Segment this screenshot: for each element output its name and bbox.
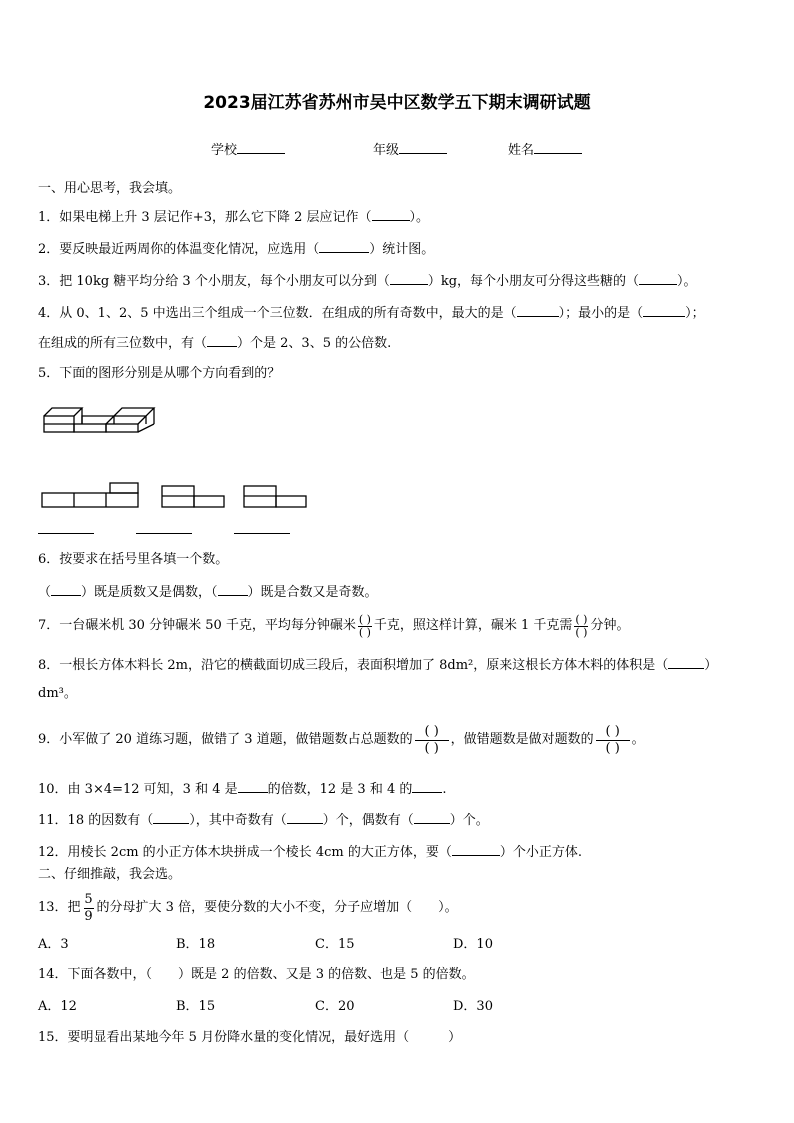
question-14: 14．下面各数中，（ ）既是 2 的倍数、又是 3 的倍数、也是 5 的倍数。 — [38, 967, 475, 982]
answer-blank[interactable] — [287, 811, 323, 824]
fraction-blank[interactable]: ( ) ( ) — [575, 612, 588, 639]
answer-blank[interactable] — [153, 811, 189, 824]
q14-option-b[interactable]: B．15 — [176, 999, 216, 1014]
question-7: 7．一台碾米机 30 分钟碾米 50 千克，平均每分钟碾米 ( ) ( ) 千克，照这样计算，碾米 1 千克需 ( ) ( ) 分钟。 — [38, 612, 630, 639]
question-6-line2: （ ）既是质数又是偶数，（ ）既是合数又是奇数。 — [38, 585, 378, 600]
view-answer-blank-3[interactable] — [234, 521, 290, 534]
question-1: 1．如果电梯上升 3 层记作+3，那么它下降 2 层应记作（ ）。 — [38, 210, 430, 225]
answer-blank[interactable] — [414, 811, 450, 824]
fraction-blank[interactable]: ( ) ( ) — [358, 612, 371, 639]
answer-blank[interactable] — [238, 780, 268, 793]
question-12: 12．用棱长 2cm 的小正方体木块拼成一个棱长 4cm 的大正方体，要（ ）个小正方体. — [38, 845, 582, 860]
question-4: 4．从 0、1、2、5 中选出三个组成一个三位数．在组成的所有奇数中，最大的是（ ）；最小的是（ ）； — [38, 306, 705, 321]
fraction-5-9: 5 9 — [84, 891, 93, 924]
section2-heading: 二、仔细推敲，我会选。 — [38, 867, 182, 882]
answer-blank[interactable] — [668, 656, 704, 669]
page-title: 2023届江苏省苏州市吴中区数学五下期末调研试题 — [203, 93, 591, 113]
question-9: 9．小军做了 20 道练习题，做错了 3 道题，做错题数占总题数的 ( ) ( ) ，做错题数是做对题数的 ( ) ( ) 。 — [38, 723, 645, 756]
fraction-blank[interactable]: ( ) ( ) — [596, 724, 630, 757]
q13-option-d[interactable]: D．10 — [453, 937, 493, 952]
view-answer-blank-2[interactable] — [136, 521, 192, 534]
answer-blank[interactable] — [51, 583, 81, 596]
answer-blank[interactable] — [218, 583, 248, 596]
q14-option-c[interactable]: C．20 — [315, 999, 355, 1014]
question-10: 10．由 3×4=12 可知，3 和 4 是 的倍数，12 是 3 和 4 的 . — [38, 782, 447, 797]
question-15: 15．要明显看出某地今年 5 月份降水量的变化情况，最好选用（ ） — [38, 1030, 462, 1045]
name-label: 姓名 — [508, 143, 535, 158]
q14-option-a[interactable]: A．12 — [38, 999, 77, 1014]
q13-option-c[interactable]: C．15 — [315, 937, 355, 952]
q13-option-a[interactable]: A．3 — [38, 937, 69, 952]
answer-blank[interactable] — [452, 843, 500, 856]
question-2: 2．要反映最近两周你的体温变化情况，应选用（ ）统计图。 — [38, 242, 435, 257]
answer-blank[interactable] — [412, 780, 442, 793]
question-8: 8．一根长方体木料长 2m，沿它的横截面切成三段后，表面积增加了 8dm²，原来这根长方体木料的体积是（ ） — [38, 658, 718, 673]
question-3: 3．把 10kg 糖平均分给 3 个小朋友，每个小朋友可以分到（ ）kg，每个小朋友可分得这些糖的（ ）。 — [38, 274, 697, 289]
q14-option-d[interactable]: D．30 — [453, 999, 493, 1014]
fraction-blank[interactable]: ( ) ( ) — [415, 724, 449, 757]
question-4-line2: 在组成的所有三位数中，有（ ）个是 2、3、5 的公倍数. — [38, 336, 392, 351]
grade-label: 年级 — [373, 143, 400, 158]
view-answer-blank-1[interactable] — [38, 521, 94, 534]
question-5: 5．下面的图形分别是从哪个方向看到的？ — [38, 366, 281, 381]
question-8-line2: dm³。 — [38, 686, 77, 701]
question-11: 11．18 的因数有（ ），其中奇数有（ ）个，偶数有（ ）个。 — [38, 813, 489, 828]
question-13: 13．把 5 9 的分母扩大 3 倍，要使分数的大小不变，分子应增加（ ）。 — [38, 891, 458, 924]
school-label: 学校 — [211, 143, 238, 158]
section1-heading: 一、用心思考，我会填。 — [38, 181, 182, 196]
q13-option-b[interactable]: B．18 — [176, 937, 216, 952]
question-6: 6．按要求在括号里各填一个数。 — [38, 552, 229, 567]
